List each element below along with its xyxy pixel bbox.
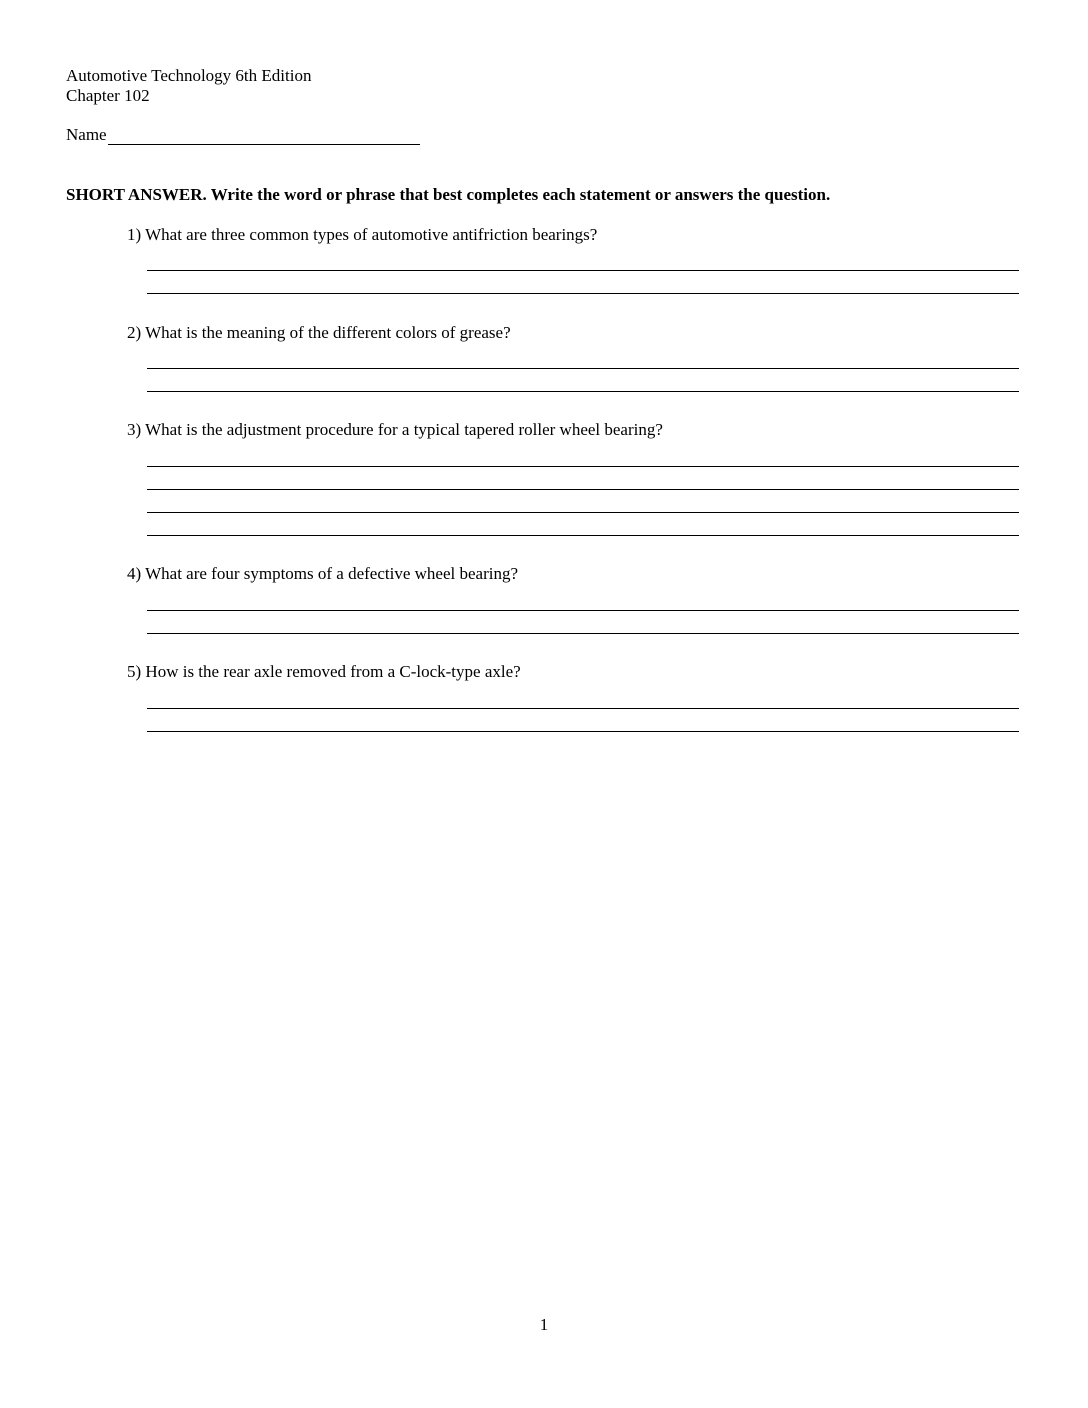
name-blank-line[interactable] [108,126,420,145]
answer-line[interactable] [147,368,1019,369]
answer-line[interactable] [147,512,1019,513]
page-number: 1 [539,1315,549,1334]
answer-line[interactable] [147,708,1019,709]
document-header [66,66,311,106]
book-title: Automotive Technology 6th Edition [66,66,312,85]
answer-line[interactable] [147,270,1019,271]
section-instructions: SHORT ANSWER. Write the word or phrase that best completes each statement or answers the question. [66,185,831,204]
name-label: Name [66,125,107,144]
answer-line[interactable] [147,466,1019,467]
answer-line[interactable] [147,293,1019,294]
answer-line[interactable] [147,391,1019,392]
name-field [66,125,420,145]
answer-line[interactable] [147,633,1019,634]
answer-line[interactable] [147,535,1019,536]
chapter-label: Chapter 102 [66,86,150,105]
question-3: 3) What is the adjustment procedure for a typical tapered roller wheel bearing? [127,420,663,439]
question-2: 2) What is the meaning of the different colors of grease? [127,323,511,342]
answer-line[interactable] [147,731,1019,732]
question-1: 1) What are three common types of automotive antifriction bearings? [127,225,598,244]
answer-line[interactable] [147,489,1019,490]
question-4: 4) What are four symptoms of a defective wheel bearing? [127,564,518,583]
question-5: 5) How is the rear axle removed from a C-lock-type axle? [127,662,521,681]
answer-line[interactable] [147,610,1019,611]
